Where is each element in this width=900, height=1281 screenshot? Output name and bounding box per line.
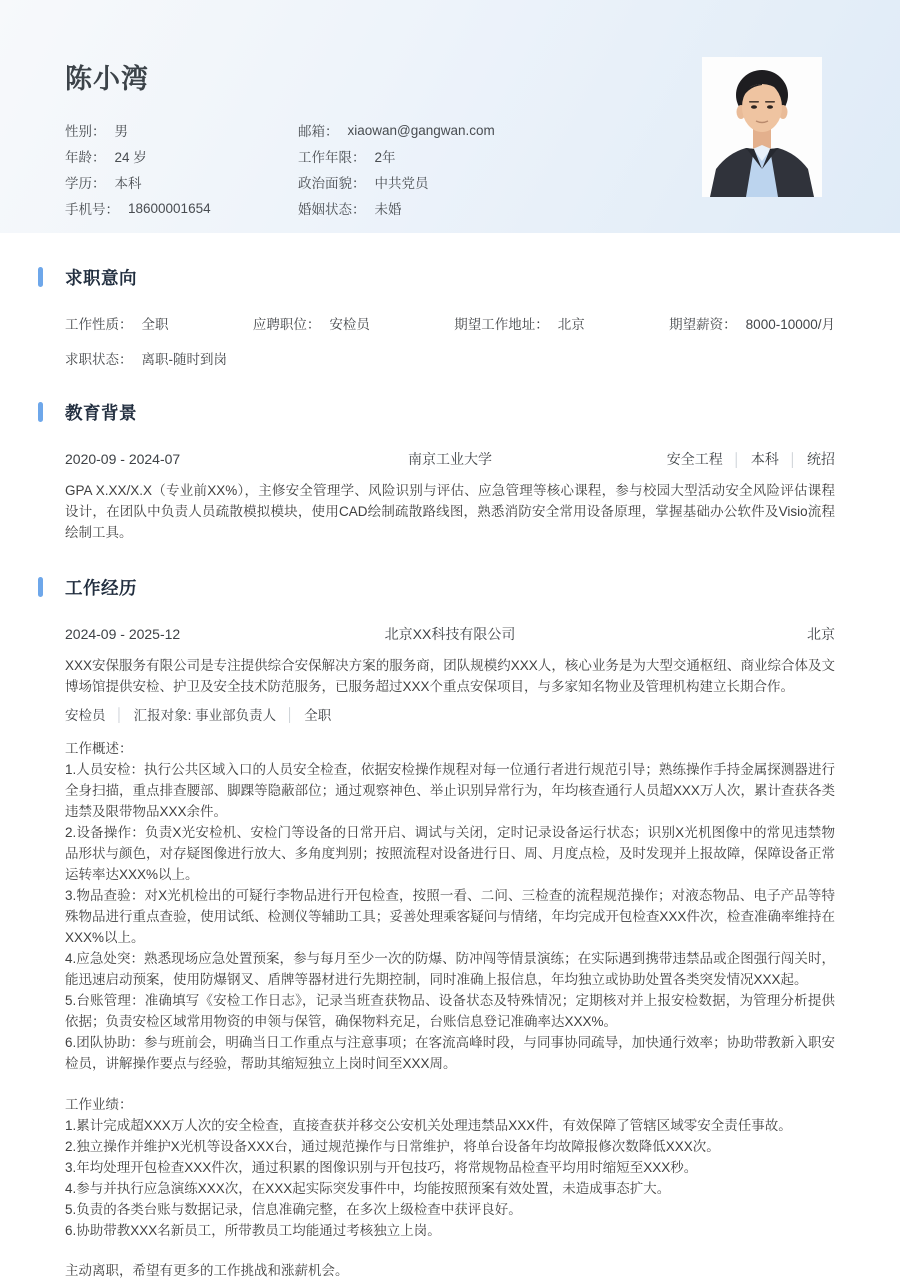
political-status-value: 中共党员 <box>374 176 429 191</box>
work-achievements-title: 工作业绩： <box>65 1097 133 1112</box>
degree-label: 学历： <box>65 176 106 191</box>
work-overview-item: 6.团队协助：参与班前会，明确当日工作重点与注意事项；在客流高峰时段，与同事协同疏导，加快通行效率；协助带教新入职安检员，讲解操作要点与经验，帮助其缩短独立上岗时间至XXX周。 <box>65 1035 835 1071</box>
report-to: 汇报对象: 事业部负责人 <box>133 708 277 723</box>
accent-bar <box>38 267 43 287</box>
company-name: 北京XX科技有限公司 <box>384 626 516 642</box>
gender-label: 性别： <box>65 124 106 139</box>
marital-status-field <box>298 195 822 221</box>
resume-header <box>0 0 900 233</box>
work-achievement-item: 2.独立操作并维护X光机等设备XXX台，通过规范操作与日常维护，将单台设备年均故障报修次数降低XXX次。 <box>65 1139 720 1154</box>
section-work-experience <box>65 576 835 1281</box>
job-nature-label: 工作性质： <box>65 317 133 332</box>
phone-field <box>65 195 298 221</box>
email-label: 邮箱： <box>298 124 339 139</box>
candidate-name: 陈小湾 <box>65 64 149 94</box>
work-achievement-item: 1.累计完成超XXX万人次的安全检查，直接查获并移交公安机关处理违禁品XXX件，有效保障了管辖区域零安全责任事故。 <box>65 1118 792 1133</box>
job-status-field <box>65 348 227 368</box>
employment-type: 全职 <box>304 708 332 723</box>
work-achievement-item: 3.年均处理开包检查XXX件次，通过积累的图像识别与开包技巧，将常规物品检查平均用时缩短至XXX秒。 <box>65 1160 698 1175</box>
target-location-field <box>454 313 585 333</box>
education-period: 2020-09 - 2024-07 <box>65 451 181 467</box>
expected-salary-label: 期望薪资： <box>669 317 737 332</box>
work-location: 北京 <box>807 626 835 642</box>
work-achievements-block <box>65 1094 835 1241</box>
pipe-divider: │ <box>115 706 124 722</box>
marital-status-label: 婚姻状态： <box>298 202 366 217</box>
work-meta-row <box>65 624 835 644</box>
target-location-value: 北京 <box>557 317 585 332</box>
phone-label: 手机号： <box>65 202 119 217</box>
job-intent-row <box>65 313 835 333</box>
leave-reason: 主动离职，希望有更多的工作挑战和涨薪机会。 <box>65 1263 349 1278</box>
age-field <box>65 143 298 169</box>
job-status-label: 求职状态： <box>65 352 133 367</box>
work-overview-item: 3.物品查验：对X光机检出的可疑行李物品进行开包检查，按照一看、二问、三检查的流程规范操作；对液态物品、电子产品等特殊物品进行重点查验，使用试纸、检测仪等辅助工具；妥善处理乘客疑问与情绪，年均完成开包检查XXX件次，检查准确率维持在XXX%以上。 <box>65 888 835 945</box>
resume-body <box>0 266 900 1281</box>
target-position-field <box>253 313 370 333</box>
work-period: 2024-09 - 2025-12 <box>65 626 181 642</box>
education-meta-row <box>65 449 835 469</box>
education-description: GPA X.XX/X.X（专业前XX%），主修安全管理学、风险识别与评估、应急管理等核心课程，参与校园大型活动安全风险评估课程设计，在团队中负责人员疏散模拟模块，使用CAD绘制疏散路线图，熟悉消防安全常用设备原理，掌握基础办公软件及Visio流程绘制工具。 <box>65 483 835 540</box>
work-experience-heading <box>65 576 835 598</box>
degree-name: 本科 <box>750 451 779 467</box>
expected-salary-value: 8000-10000/月 <box>745 317 835 332</box>
pipe-divider: │ <box>732 451 741 467</box>
education-tags <box>609 449 835 469</box>
gender-value: 男 <box>114 124 128 139</box>
position-row <box>65 704 835 724</box>
target-position-label: 应聘职位： <box>252 317 321 332</box>
experience-years-label: 工作年限： <box>298 150 366 165</box>
section-education <box>65 401 835 543</box>
job-status-row <box>65 348 835 368</box>
education-heading <box>65 401 835 423</box>
work-overview-item: 4.应急处突：熟悉现场应急处置预案，参与每月至少一次的防爆、防冲闯等情景演练；在实际遇到携带违禁品或企图强行闯关时，能迅速启动预案，使用防爆钢叉、盾牌等器材进行先期控制，同时准确上报信息，年均独立或协助处置各类突发情况XXX起。 <box>65 951 835 987</box>
job-nature-value: 全职 <box>141 317 169 332</box>
political-status-label: 政治面貌： <box>298 176 366 191</box>
degree-field <box>65 169 298 195</box>
section-title: 求职意向 <box>65 267 137 288</box>
section-job-intent <box>65 266 835 368</box>
work-overview-title: 工作概述： <box>65 741 133 756</box>
accent-bar <box>38 402 43 422</box>
pipe-divider: │ <box>286 706 295 722</box>
job-nature-field <box>65 313 169 333</box>
email-value: xiaowan@gangwan.com <box>347 122 495 138</box>
work-overview-item: 5.台账管理：准确填写《安检工作日志》，记录当班查获物品、设备状态及特殊情况；定期核对并上报安检数据，为管理分析提供依据；负责安检区域常用物资的申领与保管，确保物料充足，台账信息登记准确率达XXX%。 <box>65 993 835 1029</box>
job-status-value: 离职-随时到岗 <box>141 352 227 367</box>
section-title: 教育背景 <box>65 402 137 423</box>
major-name: 安全工程 <box>666 451 723 467</box>
admission-type: 统招 <box>807 451 835 467</box>
degree-value: 本科 <box>114 176 142 191</box>
job-intent-heading <box>65 266 835 288</box>
school-name: 南京工业大学 <box>408 451 492 467</box>
target-location-label: 期望工作地址： <box>454 317 549 332</box>
candidate-photo <box>702 57 822 197</box>
work-overview-block <box>65 738 835 1074</box>
experience-years-value: 2年 <box>374 150 396 165</box>
phone-value: 18600001654 <box>128 200 211 216</box>
work-overview-item: 1.人员安检：执行公共区域入口的人员安全检查，依据安检操作规程对每一位通行者进行规范引导；熟练操作手持金属探测器进行全身扫描，重点排查腰部、脚踝等隐蔽部位；通过观察神色、举止识别异常行为，年均核查通行人员超XXX万人次，累计查获各类违禁及限带物品XXX余件。 <box>65 762 835 819</box>
age-value: 24 岁 <box>114 150 147 165</box>
work-overview-item: 2.设备操作：负责X光安检机、安检门等设备的日常开启、调试与关闭，定时记录设备运行状态；识别X光机图像中的常见违禁物品形状与颜色，对存疑图像进行放大、多角度判别；按照流程对设备进行日、周、月度点检，及时发现并上报故障，保障设备正常运转率达XXX%以上。 <box>65 825 835 882</box>
accent-bar <box>38 577 43 597</box>
section-title: 工作经历 <box>65 577 137 598</box>
target-position-value: 安检员 <box>329 317 370 332</box>
basic-info-left-column <box>65 117 298 221</box>
marital-status-value: 未婚 <box>374 202 402 217</box>
work-achievement-item: 4.参与并执行应急演练XXX次，在XXX起实际突发事件中，均能按照预案有效处置，未造成事态扩大。 <box>65 1181 671 1196</box>
position-title: 安检员 <box>65 708 106 723</box>
portrait-illustration <box>702 57 822 197</box>
company-intro: XXX安保服务有限公司是专注提供综合安保解决方案的服务商，团队规模约XXX人，核心业务是为大型交通枢纽、商业综合体及文博场馆提供安检、护卫及安全技术防范服务，已服务超过XXX个重点安保项目，与多家知名物业及管理机构建立长期合作。 <box>65 658 835 694</box>
age-label: 年龄： <box>65 150 106 165</box>
work-achievement-item: 5.负责的各类台账与数据记录，信息准确完整，在多次上级检查中获评良好。 <box>65 1202 522 1217</box>
work-achievement-item: 6.协助带教XXX名新员工，所带教员工均能通过考核独立上岗。 <box>65 1223 441 1238</box>
expected-salary-field <box>669 313 835 333</box>
gender-field <box>65 117 298 143</box>
pipe-divider: │ <box>788 451 797 467</box>
